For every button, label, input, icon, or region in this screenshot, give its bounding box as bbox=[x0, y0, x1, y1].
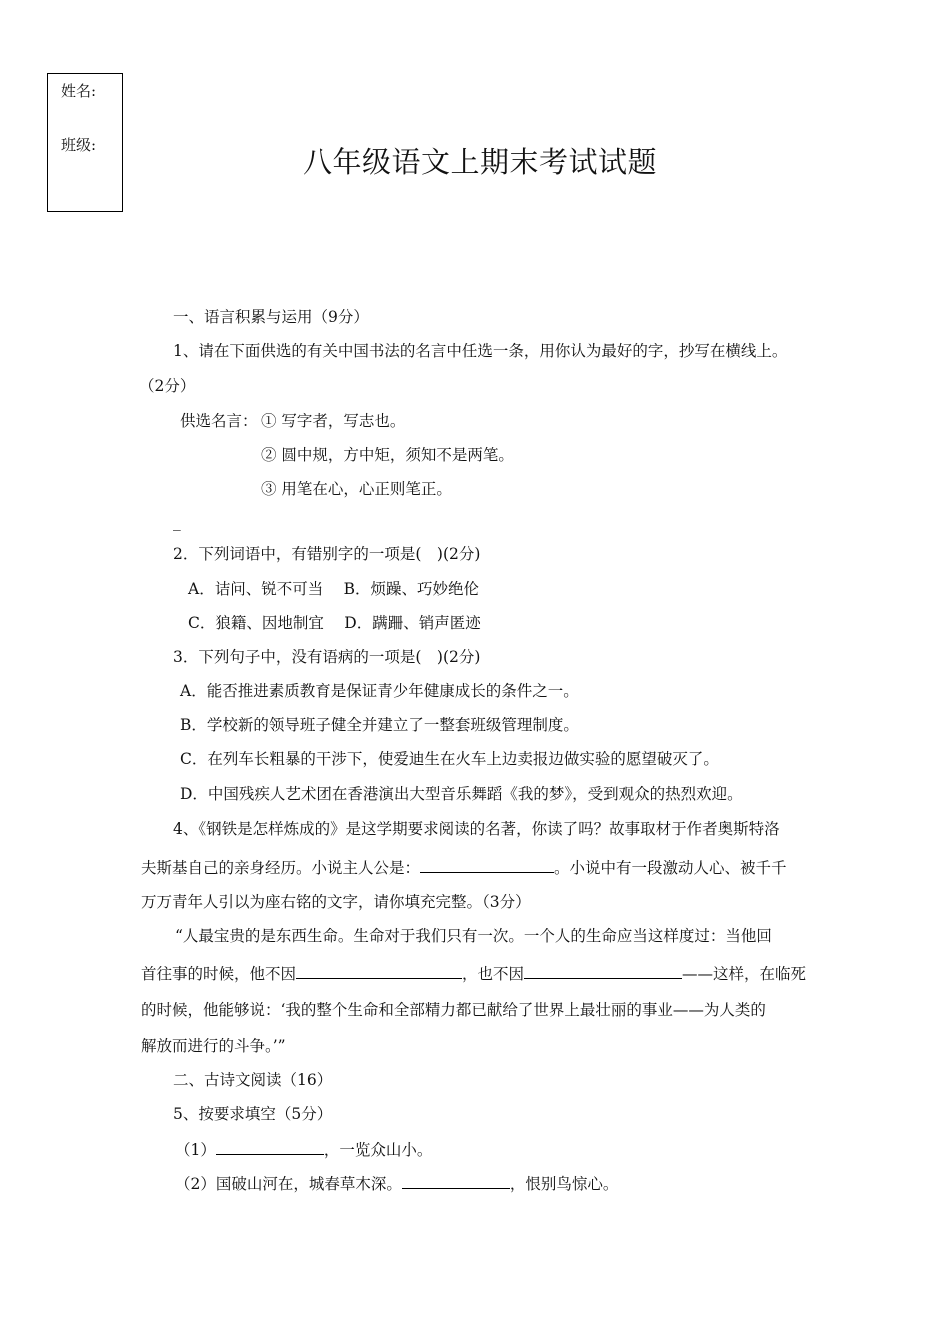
q1-points: （2分） bbox=[139, 377, 196, 395]
name-label: 姓名: bbox=[61, 82, 97, 100]
q3-option-c: C．在列车长粗暴的干涉下，使爱迪生在火车上边卖报边做实验的愿望破灭了。 bbox=[180, 750, 719, 768]
q1-options-label: 供选名言： bbox=[180, 412, 258, 430]
q1-answer-blank[interactable]: _ bbox=[173, 513, 181, 531]
q3-option-d: D．中国残疾人艺术团在香港演出大型音乐舞蹈《我的梦》，受到观众的热烈欢迎。 bbox=[180, 785, 743, 803]
q5-item-2 bbox=[175, 1172, 618, 1194]
q2-stem: 2．下列词语中，有错别字的一项是( )(2分) bbox=[173, 545, 481, 563]
quote-line-2 bbox=[141, 962, 806, 984]
q4-line-2-text-a: 夫斯基自己的亲身经历。小说主人公是： bbox=[141, 859, 421, 877]
quote-line-2-text-b: ，也不因 bbox=[462, 965, 525, 983]
q1-option-3: ③ 用笔在心，心正则笔正。 bbox=[261, 480, 452, 498]
page-title: 八年级语文上期末考试试题 bbox=[302, 145, 657, 179]
q4-line-3: 万万青年人引以为座右铭的文字，请你填充完整。（3分） bbox=[141, 893, 531, 911]
quote-blank-2[interactable] bbox=[524, 962, 682, 979]
poem-blank-1[interactable] bbox=[216, 1138, 324, 1155]
q5-item-2-text-b: ，恨别鸟惊心。 bbox=[509, 1175, 619, 1193]
q4-line-2 bbox=[141, 856, 787, 878]
quote-line-2-text-a: 首往事的时候，他不因 bbox=[141, 965, 297, 983]
class-label: 班级: bbox=[61, 136, 97, 154]
q5-stem: 5、按要求填空（5分） bbox=[173, 1105, 333, 1123]
q5-item-1 bbox=[175, 1138, 432, 1160]
q1-option-2: ② 圆中规，方中矩，须知不是两笔。 bbox=[261, 446, 514, 464]
q4-line-2-text-b: 。小说中有一段激动人心、被千千 bbox=[554, 859, 787, 877]
protagonist-blank[interactable] bbox=[420, 856, 554, 873]
q3-stem: 3．下列句子中，没有语病的一项是( )(2分) bbox=[173, 648, 481, 666]
q2-options-row-2: C．狼籍、因地制宜 D．蹒跚、销声匿迹 bbox=[188, 614, 481, 632]
quote-line-2-text-c: ——这样，在临死 bbox=[682, 965, 807, 983]
q3-option-a: A．能否推进素质教育是保证青少年健康成长的条件之一。 bbox=[180, 682, 579, 700]
q5-item-1-number: （1） bbox=[175, 1141, 216, 1159]
q5-item-1-text: ，一览众山小。 bbox=[323, 1141, 433, 1159]
section1-heading: 一、语言积累与运用（9分） bbox=[173, 308, 369, 326]
q1-text: 1、请在下面供选的有关中国书法的名言中任选一条，用你认为最好的字，抄写在横线上。 bbox=[173, 342, 788, 360]
q5-item-2-text-a: （2）国破山河在，城春草木深。 bbox=[175, 1175, 402, 1193]
q4-line-1: 4、《钢铁是怎样炼成的》是这学期要求阅读的名著，你读了吗？故事取材于作者奥斯特洛 bbox=[173, 820, 780, 838]
quote-line-4: 解放而进行的斗争。’” bbox=[141, 1037, 286, 1055]
quote-line-1: “人最宝贵的是东西生命。生命对于我们只有一次。一个人的生命应当这样度过：当他回 bbox=[175, 927, 772, 945]
quote-blank-1[interactable] bbox=[296, 962, 462, 979]
poem-blank-2[interactable] bbox=[402, 1172, 510, 1189]
q1-option-1: ① 写字者，写志也。 bbox=[261, 412, 406, 430]
q2-options-row-1: A．诘问、锐不可当 B．烦躁、巧妙绝伦 bbox=[188, 580, 480, 598]
quote-line-3: 的时候，他能够说：‘我的整个生命和全部精力都已献给了世界上最壮丽的事业——为人类的 bbox=[141, 1001, 766, 1019]
q3-option-b: B．学校新的领导班子健全并建立了一整套班级管理制度。 bbox=[180, 716, 579, 734]
section2-heading: 二、古诗文阅读（16） bbox=[173, 1071, 333, 1089]
